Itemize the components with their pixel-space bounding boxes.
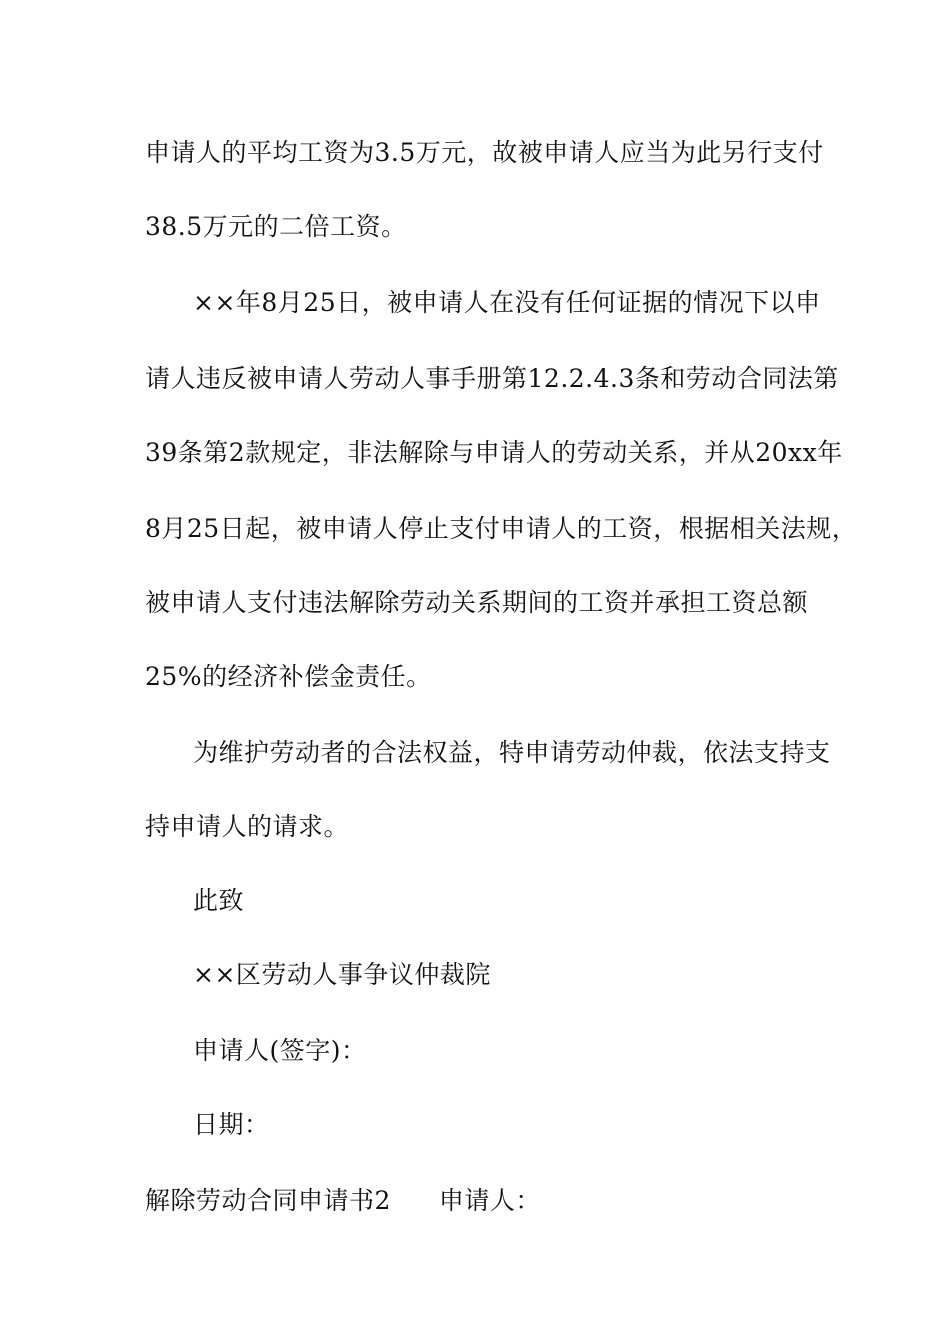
paragraph-dismissal-start: ××年8月25日，被申请人在没有任何证据的情况下以申 <box>193 288 821 317</box>
body-line-5: 39条第2款规定，非法解除与申请人的劳动关系，并从20xx年 <box>145 438 843 467</box>
recipient: ××区劳动人事争议仲裁院 <box>193 960 491 989</box>
paragraph-request-start: 为维护劳动者的合法权益，特申请劳动仲裁，依法支持支 <box>193 738 831 767</box>
next-section-title: 解除劳动合同申请书2 <box>145 1186 391 1215</box>
salutation: 此致 <box>193 886 245 915</box>
date-line: 日期： <box>193 1110 270 1139</box>
body-line-10: 持申请人的请求。 <box>145 812 350 841</box>
next-section-heading <box>145 1184 541 1218</box>
body-line-8: 25%的经济补偿金责任。 <box>145 662 432 691</box>
body-line-4: 请人违反被申请人劳动人事手册第12.2.4.3条和劳动合同法第 <box>145 364 839 393</box>
body-line-2: 38.5万元的二倍工资。 <box>145 212 407 241</box>
signature-line: 申请人(签字)： <box>193 1036 367 1065</box>
body-line-7: 被申请人支付违法解除劳动关系期间的工资并承担工资总额 <box>145 588 809 617</box>
body-line-6: 8月25日起，被申请人停止支付申请人的工资，根据相关法规， <box>145 514 858 543</box>
body-line-1: 申请人的平均工资为3.5万元，故被申请人应当为此另行支付 <box>145 138 824 167</box>
next-section-applicant: 申请人： <box>438 1186 541 1215</box>
